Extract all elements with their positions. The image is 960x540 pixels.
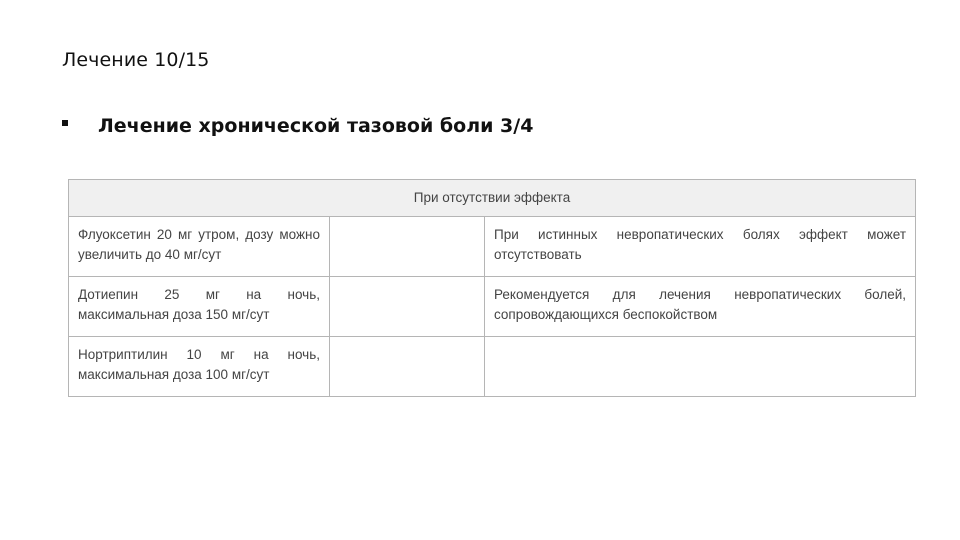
table-row — [69, 337, 916, 397]
treatment-table-wrapper — [68, 179, 915, 397]
table-row — [69, 217, 916, 277]
slide-title: Лечение 10/15 — [62, 49, 210, 71]
drug-cell: Дотиепин 25 мг на ночь, максимальная доза 150 мг/сут — [69, 277, 330, 337]
middle-cell — [330, 337, 485, 397]
middle-cell — [330, 277, 485, 337]
note-cell — [485, 337, 916, 397]
note-cell: При истинных невропатических болях эффект может отсутствовать — [485, 217, 916, 277]
note-cell: Рекомендуется для лечения невропатических болей, сопровождающихся беспокойством — [485, 277, 916, 337]
bullet-item — [62, 115, 533, 137]
bullet-square-icon — [62, 120, 68, 126]
drug-cell: Флуоксетин 20 мг утром, дозу можно увеличить до 40 мг/сут — [69, 217, 330, 277]
table-header-row — [69, 180, 916, 217]
middle-cell — [330, 217, 485, 277]
treatment-table — [68, 179, 916, 397]
table-header-cell: При отсутствии эффекта — [69, 180, 916, 217]
drug-cell: Нортриптилин 10 мг на ночь, максимальная доза 100 мг/сут — [69, 337, 330, 397]
table-row — [69, 277, 916, 337]
bullet-text: Лечение хронической тазовой боли 3/4 — [98, 115, 534, 137]
